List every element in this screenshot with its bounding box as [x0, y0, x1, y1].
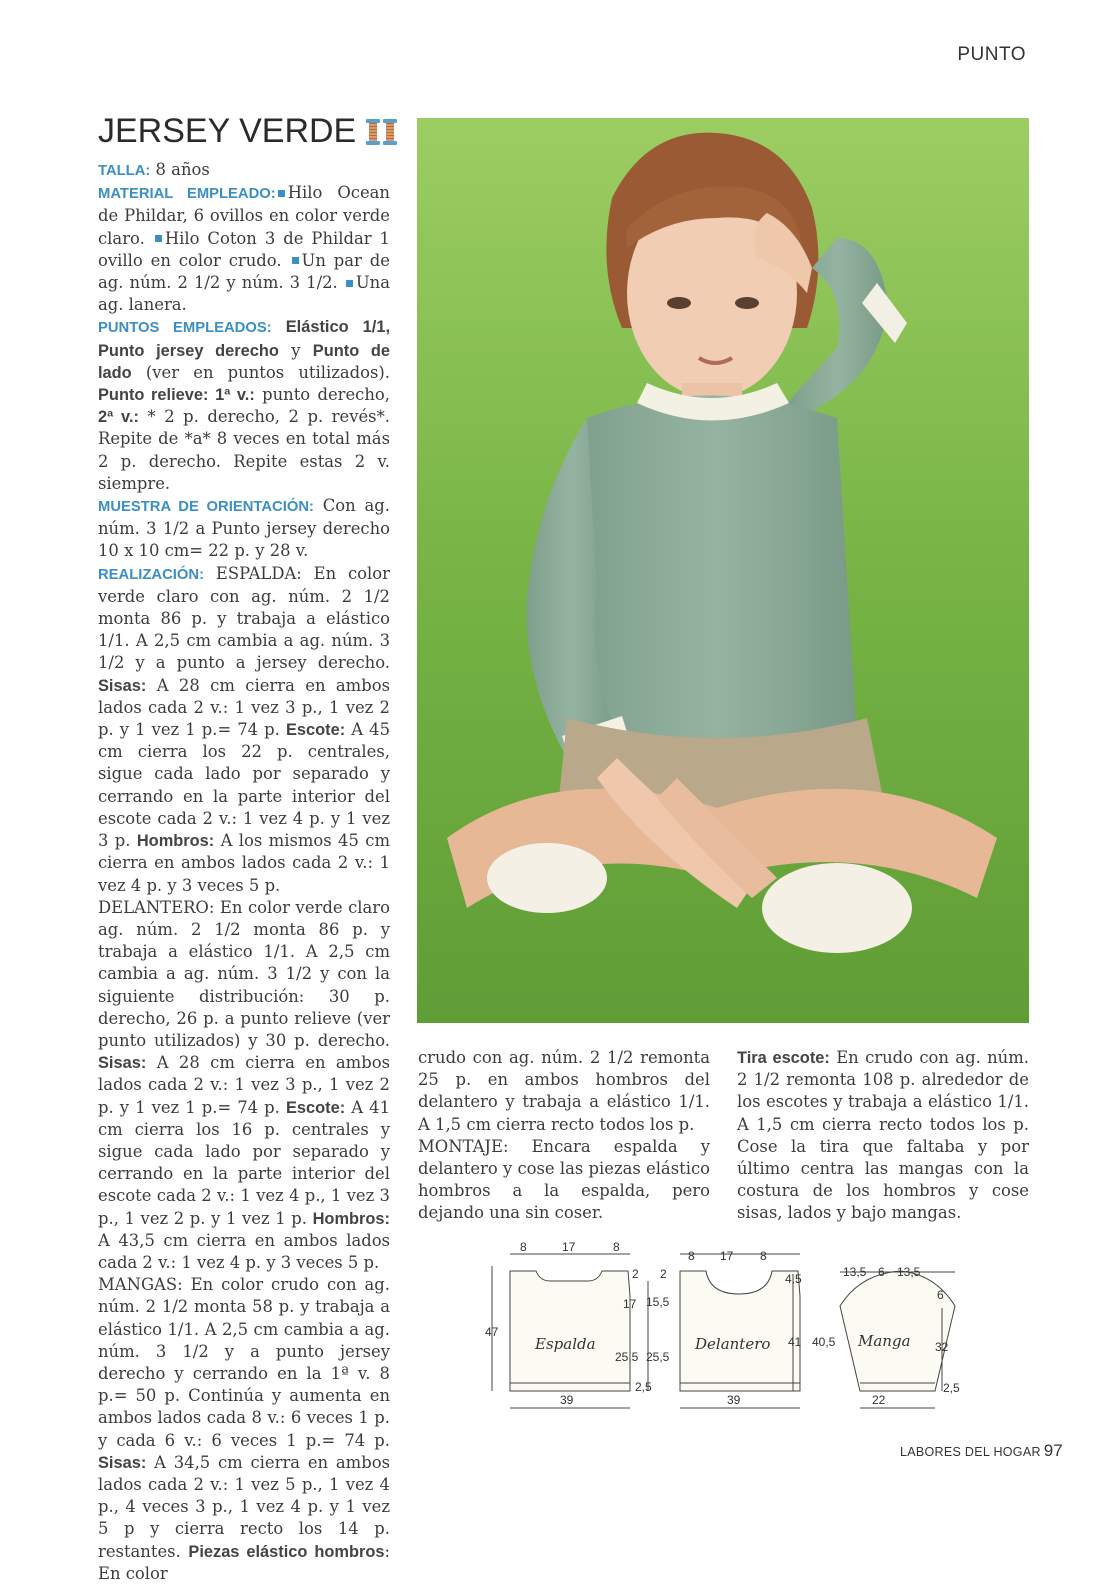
bold-term: Sisas:	[98, 1453, 147, 1472]
dim-label: 4,5	[785, 1272, 802, 1286]
section-label: PUNTO	[957, 44, 1026, 65]
body-text: (ver en puntos utilizados).	[131, 362, 390, 382]
dim-label: 22	[872, 1393, 886, 1407]
pattern-schematics	[480, 1236, 980, 1426]
dim-label: 25,5	[615, 1350, 639, 1364]
material-item: Hilo Ocean de Phildar, 6 ovillos en color verde claro.	[98, 183, 390, 248]
dim-label: 2	[660, 1267, 667, 1281]
body-text: A 28 cm cierra en ambos lados cada 2 v.: 1 vez 3 p., 1 vez 2 p. y 1 vez 1 p.= 74 p.	[98, 1053, 390, 1117]
muestra-label: MUESTRA DE ORIENTACIÓN:	[98, 499, 314, 516]
bold-term: Hombros:	[136, 832, 215, 851]
dim-label: 8	[520, 1240, 527, 1254]
bold-term: Piezas elástico hombros	[188, 1542, 385, 1561]
dim-label: 2	[632, 1267, 639, 1281]
instructions-column-1	[98, 159, 390, 1585]
page-footer	[900, 1441, 1063, 1461]
dim-label: 8	[613, 1240, 620, 1254]
montaje-paragraph: MONTAJE: Encara espalda y delantero y cose las piezas elástico hombros a la espalda, pero dejando una sin coser.	[418, 1136, 710, 1223]
puntos-label: PUNTOS EMPLEADOS:	[98, 320, 272, 337]
material-item: Un par de ag. núm. 2 1/2 y núm. 3 1/2.	[98, 250, 390, 293]
dim-label: 39	[727, 1393, 741, 1407]
body-text: ESPALDA: En color verde claro con ag. núm. 2 1/2 monta 86 p. y trabaja a elástico 1/1. A 2,5 cm cambia a ag. núm. 3 1/2 y a punto a jersey derecho.	[98, 563, 390, 673]
talla-label: TALLA:	[98, 163, 151, 179]
bullet-icon	[155, 235, 162, 242]
bullet-icon	[292, 257, 299, 264]
bold-term: Elástico 1/1,	[271, 318, 390, 337]
body-text: MANGAS: En color crudo con ag. núm. 2 1/2 monta 58 p. y trabaja a elástico 1/1. A 2,5 cm cambia a ag. núm. 3 1/2 y a punto jersey derecho y cerrando en la 1ª v. 8 p.= 50 p. Continúa y aumenta en ambos lados cada 8 v.: 6 veces 1 p. y cada 6 v.: 6 veces 1 p.= 74 p.	[98, 1275, 390, 1450]
dim-label: 13,5	[843, 1265, 867, 1279]
body-text: y	[278, 340, 313, 360]
body-text: A los mismos 45 cm cierra en ambos lados cada 2 v.: 1 vez 4 p. y 3 veces 5 p.	[98, 831, 390, 895]
bold-term: Sisas:	[98, 1054, 147, 1073]
dim-label: 47	[485, 1325, 499, 1339]
instructions-column-3	[737, 1047, 1029, 1225]
muestra-paragraph	[98, 495, 390, 563]
magazine-name: LABORES DEL HOGAR	[900, 1445, 1041, 1459]
dim-label: 40,5	[812, 1335, 836, 1349]
puntos-paragraph	[98, 316, 390, 495]
dim-label: 6	[878, 1265, 885, 1279]
talla-value: 8 años	[150, 160, 210, 179]
bold-term: Punto de lado	[98, 341, 391, 382]
dim-label: 2,5	[943, 1381, 960, 1395]
body-text: punto derecho,	[254, 385, 390, 405]
bold-term: Punto relieve: 1ª v.:	[98, 386, 255, 405]
dim-label: 17	[720, 1249, 734, 1263]
bold-term: Tira escote:	[737, 1049, 830, 1067]
dim-label: 39	[560, 1393, 574, 1407]
body-text: A 41 cm cierra los 16 p. centrales y sigue cada lado por separado y cerrando en la parte interior del escote cada 2 v.: 1 vez 4 p., 1 vez 3 p., 1 vez 2 p. y 1 vez 1 p.	[98, 1097, 390, 1228]
instructions-column-2	[418, 1047, 710, 1225]
dim-label: 17	[623, 1297, 637, 1311]
material-item: Hilo Coton 3 de Phildar 1 ovillo en color crudo.	[98, 228, 390, 270]
body-text: En crudo con ag. núm. 2 1/2 remonta 108 p. alrededor de los escotes y trabaja a elástico 1/1. A 1,5 cm cierra recto todos los p. Cose la tira que faltaba y por último centra las mangas con la costura de los hombros y cose sisas, lados y bajo mangas.	[737, 1048, 1029, 1223]
bullet-icon	[346, 280, 353, 287]
dim-label: 17	[562, 1240, 576, 1254]
dim-label: 32	[935, 1340, 949, 1354]
realizacion-label: REALIZACIÓN:	[98, 566, 205, 583]
piezas-paragraph: crudo con ag. núm. 2 1/2 remonta 25 p. en ambos hombros del delantero y trabaja a elástico 1/1. A 1,5 cm cierra recto todos los p.	[418, 1048, 710, 1134]
body-text: Con ag. núm. 3 1/2 a Punto jersey derecho 10 x 10 cm= 22 p. y 28 v.	[98, 496, 390, 561]
page-title	[98, 112, 397, 151]
dim-label: 6	[937, 1288, 944, 1302]
difficulty-rating	[366, 119, 397, 145]
mangas-paragraph	[98, 1274, 390, 1585]
body-text: A 45 cm cierra los 22 p. centrales, sigue cada lado por separado y cerrando en la parte interior del escote cada 2 v.: 1 vez 4 p. y 1 vez 3 p.	[98, 720, 390, 851]
piece-name: Manga	[858, 1332, 911, 1350]
dim-label: 13,5	[897, 1265, 921, 1279]
body-text: DELANTERO: En color verde claro ag. núm. 2 1/2 monta 86 p. y trabaja a elástico 1/1. A 2,5 cm cambia a ag. núm. 3 1/2 y con la siguiente distribución: 30 p. derecho, 26 p. a punto relieve (ver punto utilizados) y 30 p. derecho.	[98, 897, 390, 1050]
body-text: A 43,5 cm cierra en ambos lados cada 2 v.: 1 vez 4 p. y 3 veces 5 p.	[98, 1230, 390, 1272]
material-paragraph	[98, 182, 390, 316]
bold-term: Escote:	[285, 1098, 346, 1117]
piece-name: Espalda	[535, 1335, 596, 1353]
dim-label: 8	[688, 1249, 695, 1263]
delantero-paragraph	[98, 897, 390, 1274]
dim-label: 41	[788, 1335, 802, 1349]
material-item: Una ag. lanera.	[98, 273, 390, 315]
thread-spool-icon	[366, 119, 380, 145]
body-text: : En color	[98, 1541, 391, 1583]
dim-label: 25,5	[646, 1350, 670, 1364]
bullet-icon	[278, 190, 285, 197]
page-number: 97	[1043, 1441, 1063, 1460]
body-text: A 28 cm cierra en ambos lados cada 2 v.: 1 vez 3 p., 1 vez 2 p. y 1 vez 1 p.= 74 p.	[98, 675, 390, 740]
bold-term: Escote:	[285, 721, 346, 740]
tira-escote-paragraph	[737, 1047, 1029, 1225]
body-text: * 2 p. derecho, 2 p. revés*. Repite de *a* 8 veces en total más 2 p. derecho. Repite estas 2 v. siempre.	[98, 407, 390, 493]
title-text: JERSEY VERDE	[98, 112, 357, 150]
body-text: A 34,5 cm cierra en ambos lados cada 2 v.: 1 vez 5 p., 1 vez 4 p., 4 veces 3 p., 1 vez 4 p. y 1 vez 5 p y cierra recto los 14 p. restantes.	[98, 1452, 390, 1561]
thread-spool-icon	[383, 119, 397, 145]
realizacion-paragraph	[98, 563, 390, 897]
child-in-green-sweater-photo	[417, 118, 1029, 1023]
piece-name: Delantero	[695, 1335, 771, 1353]
dim-label: 15,5	[646, 1295, 670, 1309]
bold-term: Hombros:	[312, 1209, 390, 1228]
bold-term: 2ª v.:	[98, 408, 139, 427]
material-label: MATERIAL EMPLEADO:	[98, 186, 276, 203]
dim-label: 2,5	[635, 1380, 652, 1394]
dim-label: 8	[760, 1249, 767, 1263]
talla-paragraph	[98, 159, 390, 182]
bold-term: Sisas:	[98, 676, 147, 695]
bold-term: Punto jersey derecho	[98, 341, 279, 360]
